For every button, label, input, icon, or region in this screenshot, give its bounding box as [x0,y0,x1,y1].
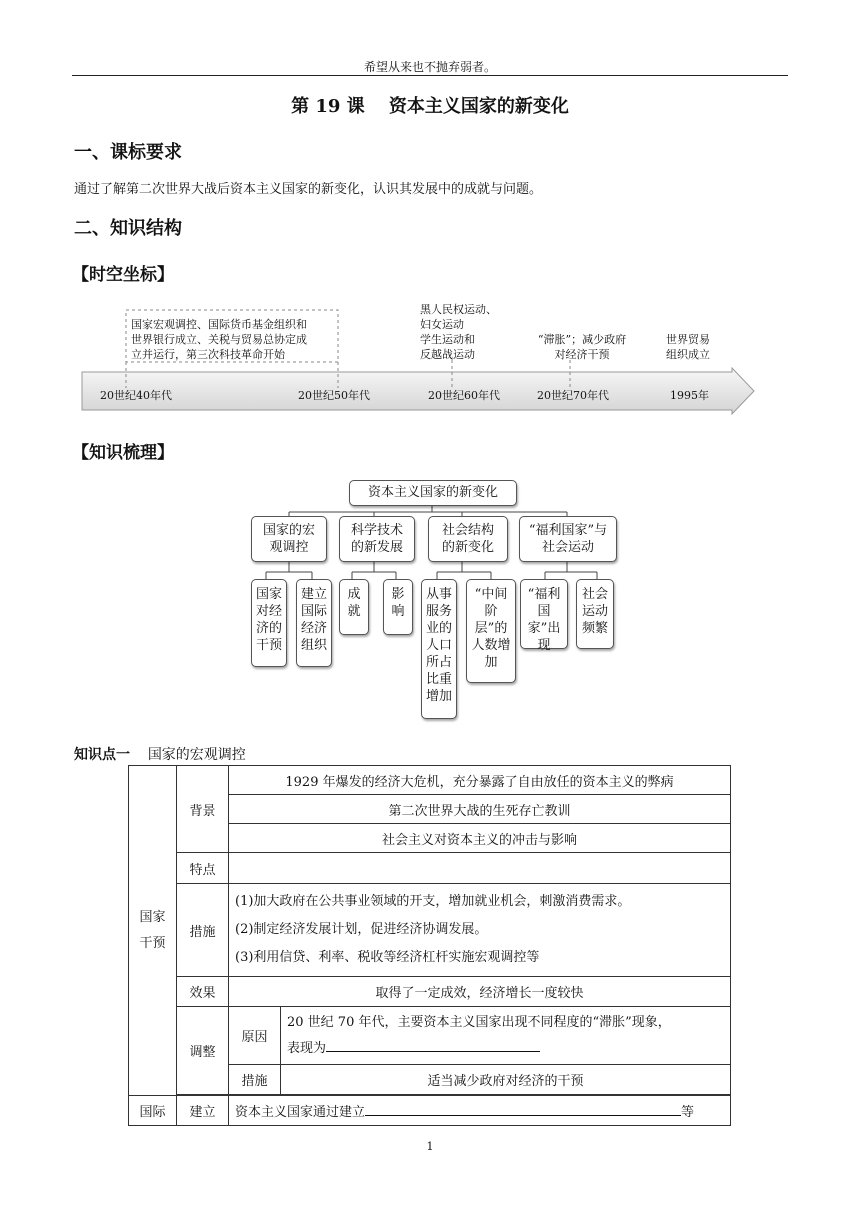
mindmap-branch-2 [339,516,415,562]
header-rule [72,75,788,76]
adjust-measure-text: 适当减少政府对经济的干预 [281,1065,731,1095]
timeline-tick-4: 20世纪70年代 [537,389,609,402]
mindmap-leaf-1-2 [296,579,332,667]
knowledge-point-name: 国家的宏观调控 [147,747,246,763]
adjust-label: 调整 [177,1007,229,1095]
mindmap-branch-1-title: 国家的宏观调控 [262,523,315,555]
establish-fill-blank[interactable] [365,1101,681,1116]
reason-line-2 [287,1036,724,1062]
mindmap-label: 【知识梳理】 [72,443,174,463]
mindmap-branch-3 [428,516,508,562]
timeline-event-1-line: 世界银行成立、关税与贸易总协定成 [131,333,307,346]
timeline-event-3 [532,332,632,362]
mindmap-leaf-4-2-text: 社会运动频繁 [581,587,608,636]
measures-cell [229,884,731,977]
reason-fill-blank[interactable] [326,1037,540,1052]
measure-item-1: (1)加大政府在公共事业领域的开支，增加就业机会，刺激消费需求。 [235,894,631,909]
mindmap-leaf-1-2-text: 建立国际经济组织 [300,587,327,653]
mindmap-branch-4 [519,516,617,562]
timeline-arrow [82,368,754,414]
mindmap-root: 资本主义国家的新变化 [349,480,517,506]
mindmap-branch-1 [251,516,327,562]
adjust-measure-label: 措施 [229,1065,281,1095]
group-label-international: 国际 [129,1096,177,1126]
mindmap-leaf-2-2-text: 影响 [391,587,405,619]
mindmap-leaf-4-2 [576,579,614,649]
section-heading-structure: 二、知识结构 [74,218,182,239]
measures-label: 措施 [177,884,229,977]
features-label: 特点 [177,853,229,884]
knowledge-table [128,765,731,1126]
features-blank[interactable] [229,853,731,884]
background-item-2: 第二次世界大战的生死存亡教训 [229,795,731,824]
header-motto: 希望从来也不抛弃弱者。 [363,60,496,74]
timeline-event-2-line: 妇女运动 [420,318,464,331]
background-item-3: 社会主义对资本主义的冲击与影响 [229,824,731,853]
mindmap-leaf-3-2-text: “中间阶层”的人数增加 [471,587,511,670]
background-item-1: 1929 年爆发的经济大危机，充分暴露了自由放任的资本主义的弊病 [229,766,731,795]
mindmap-branch-2-title: 科学技术的新发展 [350,523,403,555]
effect-label: 效果 [177,977,229,1007]
reason-cell [281,1007,731,1065]
reason-prefix: 表现为 [287,1040,327,1056]
lesson-title: 第 19 课 资本主义国家的新变化 [291,96,569,117]
timeline-event-4 [658,332,718,362]
mindmap-leaf-3-1-text: 从事服务业的人口所占比重增加 [425,587,452,704]
mindmap-branch-3-title: 社会结构的新变化 [441,523,494,555]
timeline-tick-1: 20世纪40年代 [100,389,172,402]
timeline-event-3-line: 对经济干预 [554,348,610,361]
knowledge-point-title [74,744,246,764]
measure-item-3: (3)利用信贷、利率、税收等经济杠杆实施宏观调控等 [235,950,540,965]
mindmap-leaf-2-2 [383,579,413,635]
establish-suffix: 等 [681,1105,695,1120]
timeline-tick-3: 20世纪60年代 [428,389,500,402]
timeline-event-1 [131,317,307,362]
timeline-event-2-line: 黑人民权运动、 [420,303,497,316]
reason-line-1: 20 世纪 70 年代，主要资本主义国家出现不同程度的“滞胀”现象， [287,1014,671,1030]
effect-text: 取得了一定成效，经济增长一度较快 [229,977,731,1007]
establish-cell [229,1096,731,1126]
standards-text: 通过了解第二次世界大战后资本主义国家的新变化，认识其发展中的成就与问题。 [74,182,543,197]
timeline-event-3-line: “滞胀”；减少政府 [537,333,627,346]
background-label: 背景 [177,766,229,853]
mindmap-leaf-2-1 [339,579,369,635]
timeline-tick-5: 1995年 [670,389,709,402]
timeline-event-2-line: 学生运动和 [420,333,475,346]
group-label-intervention: 国家干预 [139,909,166,951]
timeline-event-2 [420,302,497,362]
timeline-event-4-line: 组织成立 [666,348,710,361]
mindmap-leaf-1-1 [251,579,287,667]
group-cell-intervention [129,766,177,1096]
mindmap-branch-4-title: “福利国家”与社会运动 [528,523,608,555]
timeline-event-1-line: 国家宏观调控、国际货币基金组织和 [131,318,307,331]
mindmap-leaf-3-2 [466,579,516,683]
knowledge-point-label: 知识点一 [74,747,130,763]
establish-label: 建立 [177,1096,229,1126]
timeline-event-2-line: 反越战运动 [420,348,475,361]
establish-text: 资本主义国家通过建立 [235,1105,366,1120]
timeline-event-4-line: 世界贸易 [666,333,710,346]
timeline-event-1-line: 立并运行，第三次科技革命开始 [131,348,285,361]
mindmap-leaf-2-1-text: 成就 [347,587,361,619]
timeline-tick-2: 20世纪50年代 [298,389,370,402]
section-heading-standards: 一、课标要求 [74,142,182,163]
reason-label: 原因 [229,1007,281,1065]
measure-item-2: (2)制定经济发展计划，促进经济协调发展。 [235,922,488,937]
mindmap-leaf-4-1-text: “福利国家”出现 [527,587,561,653]
mindmap-leaf-4-1 [520,579,568,653]
mindmap-leaf-3-1 [421,579,457,719]
page-number: 1 [426,1140,434,1153]
timeline-label: 【时空坐标】 [72,265,174,285]
mindmap-leaf-1-1-text: 国家对经济的干预 [255,587,282,653]
